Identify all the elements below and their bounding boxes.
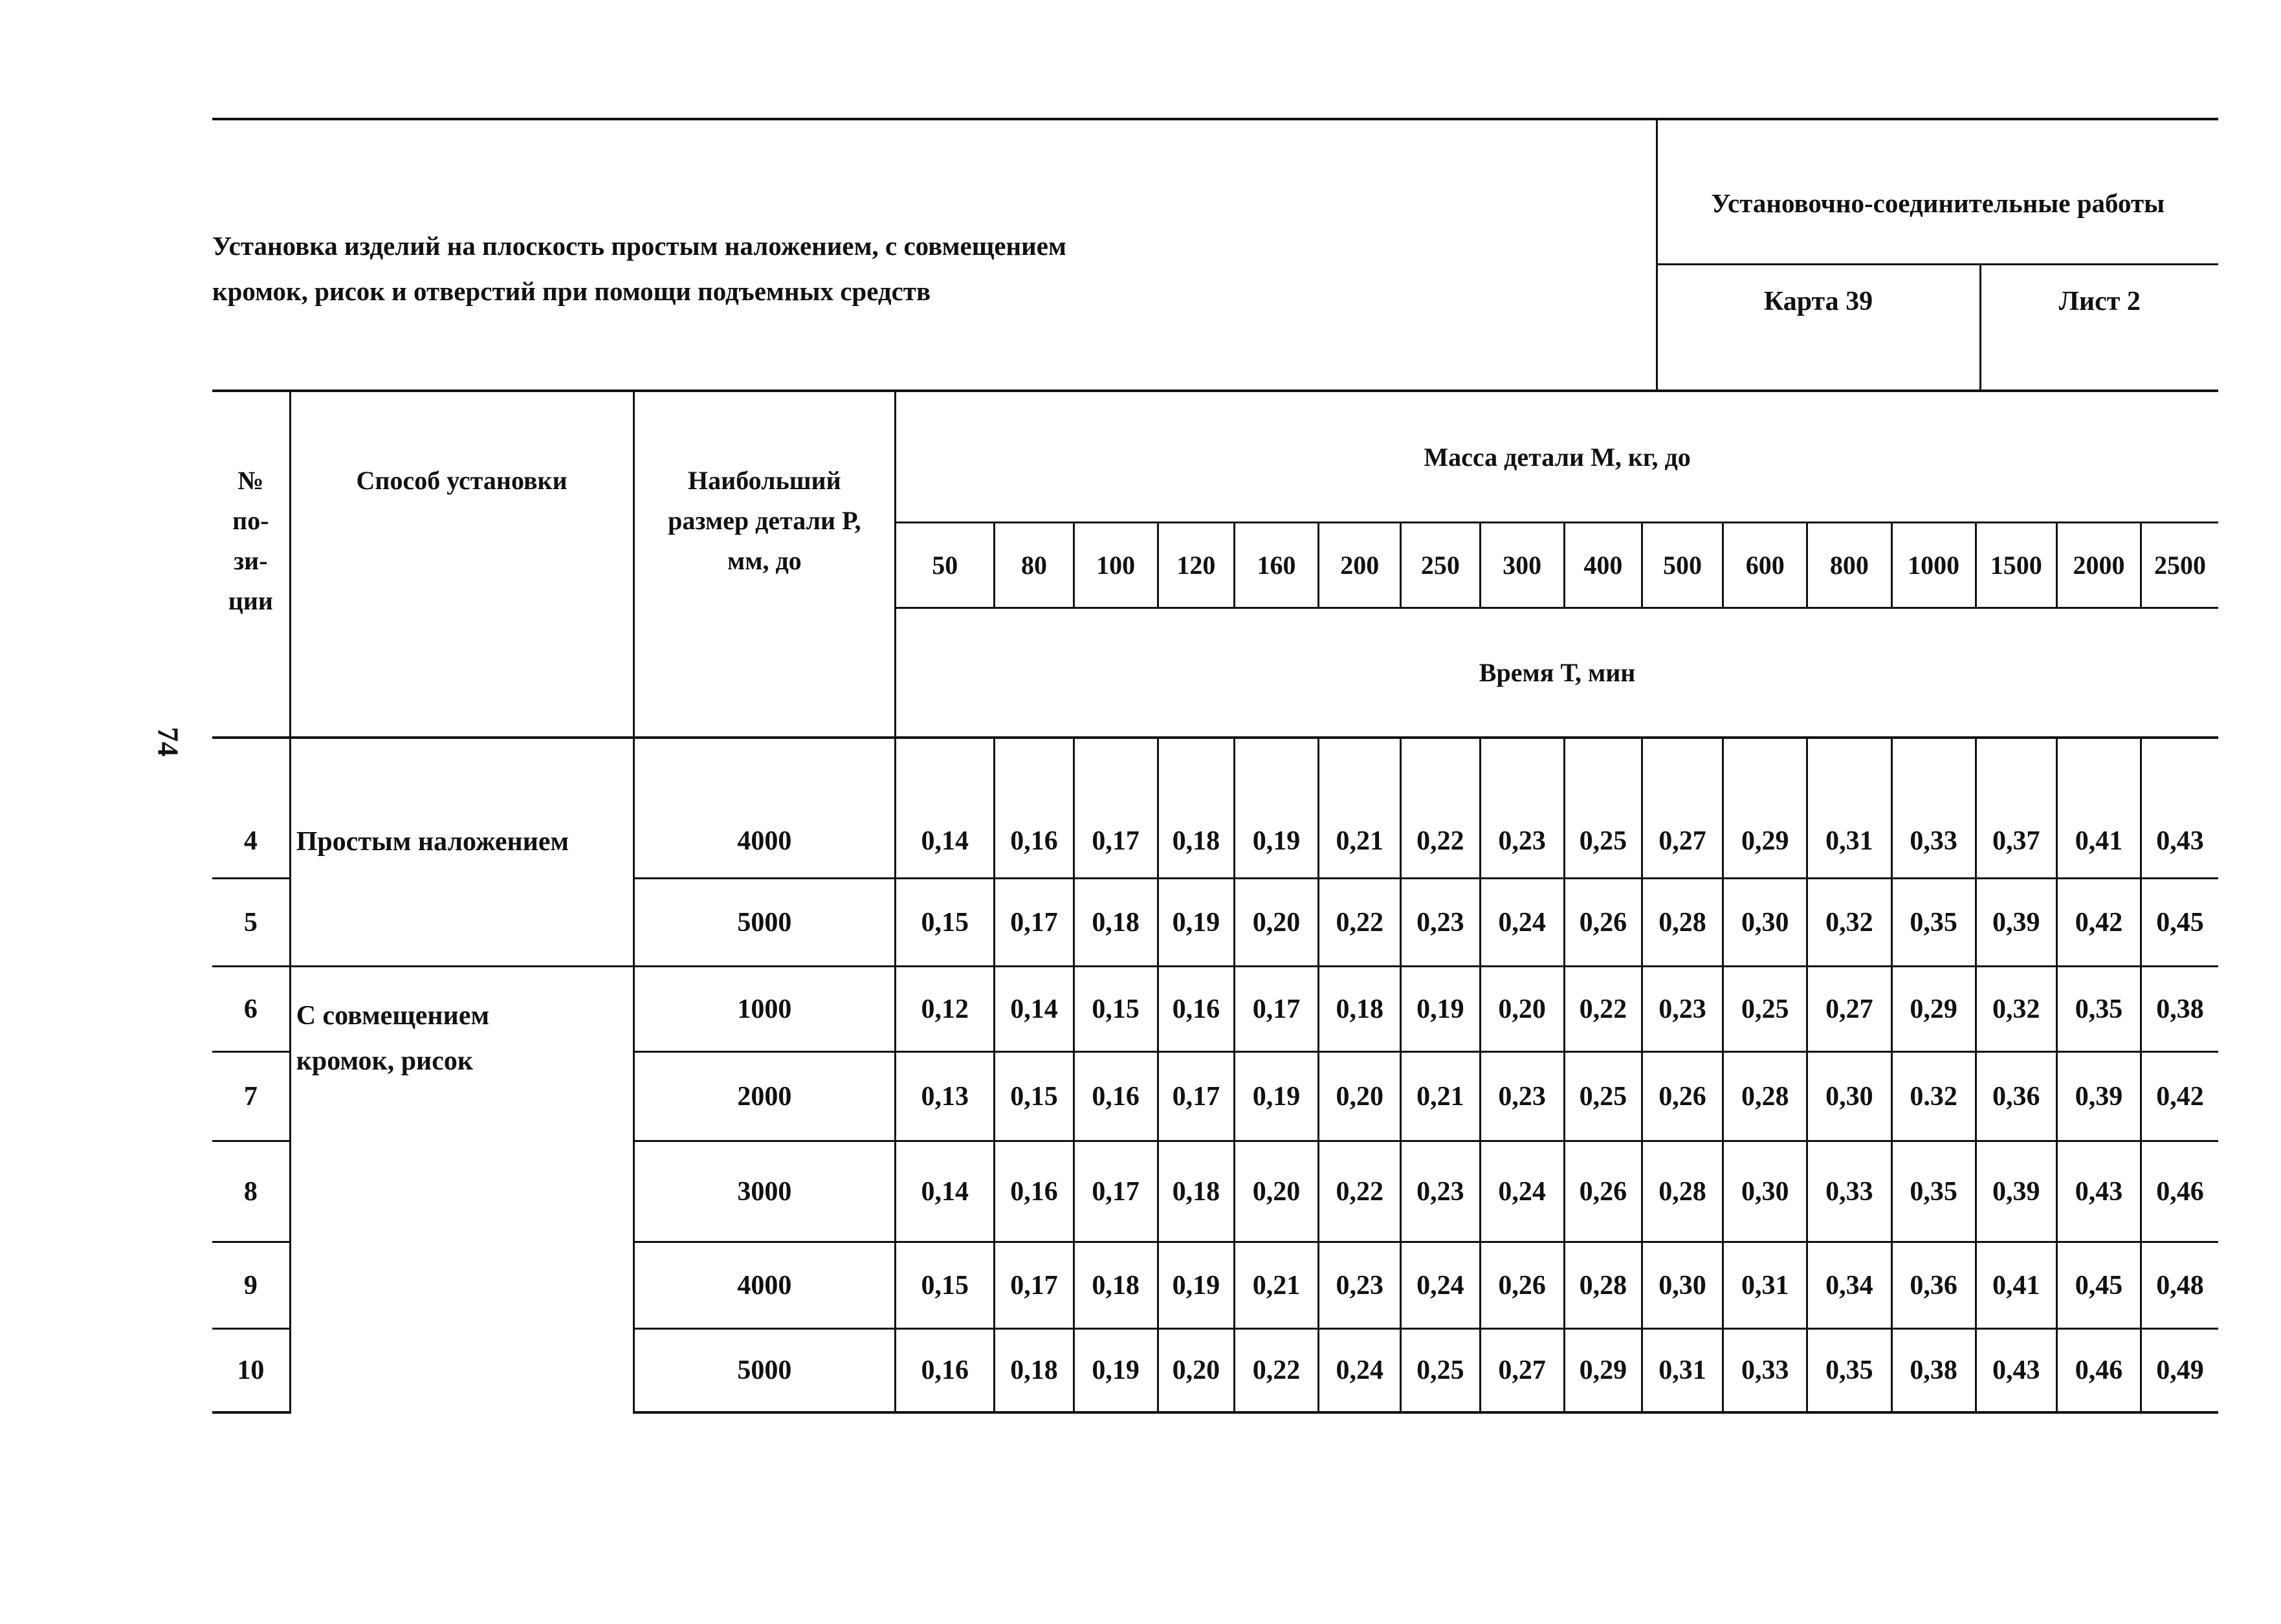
mass-value: 400 (1564, 523, 1642, 608)
time-value: 0,39 (1976, 1141, 2056, 1242)
mass-value: 1000 (1891, 523, 1976, 608)
header-num-line: по- (232, 506, 269, 535)
time-value: 0,19 (1234, 738, 1318, 879)
max-size: 5000 (634, 1329, 896, 1412)
time-value: 0,18 (1158, 738, 1234, 879)
header-num-line: зи- (234, 546, 268, 575)
time-value: 0,33 (1807, 1141, 1891, 1242)
time-value: 0,30 (1723, 879, 1807, 967)
mass-value: 160 (1234, 523, 1318, 608)
header-num-line: ции (228, 586, 273, 615)
time-value: 0,19 (1074, 1329, 1158, 1412)
time-value: 0,35 (2056, 967, 2141, 1052)
time-value: 0,16 (995, 1141, 1074, 1242)
title-line-1: Установка изделий на плоскость простым наложением, с совмещением (212, 231, 1066, 261)
title-line-2: кромок, рисок и отверстий при помощи подъемных средств (212, 276, 931, 306)
mass-value: 120 (1158, 523, 1234, 608)
time-value: 0,35 (1807, 1329, 1891, 1412)
position-number: 6 (212, 967, 290, 1052)
header-size-line: Наибольший (688, 466, 841, 495)
time-value: 0,24 (1480, 1141, 1564, 1242)
time-value: 0,25 (1401, 1329, 1480, 1412)
time-value: 0,20 (1234, 1141, 1318, 1242)
header-block (212, 118, 2218, 390)
time-value: 0,25 (1564, 738, 1642, 879)
time-value: 0,35 (1891, 1141, 1976, 1242)
header-size-line: мм, до (727, 546, 802, 575)
time-value: 0,13 (896, 1052, 995, 1141)
mass-value: 300 (1480, 523, 1564, 608)
time-value: 0,43 (2056, 1141, 2141, 1242)
time-value: 0,16 (1074, 1052, 1158, 1141)
time-value: 0,19 (1158, 1242, 1234, 1329)
time-value: 0,21 (1319, 738, 1401, 879)
max-size: 5000 (634, 879, 896, 967)
time-value: 0,15 (896, 879, 995, 967)
time-value: 0,18 (1074, 879, 1158, 967)
time-value: 0,32 (1807, 879, 1891, 967)
time-value: 0,19 (1234, 1052, 1318, 1141)
time-value: 0,36 (1891, 1242, 1976, 1329)
time-value: 0,23 (1642, 967, 1723, 1052)
method-simple-overlay: Простым наложением (290, 738, 634, 967)
time-value: 0,29 (1723, 738, 1807, 879)
time-value: 0,18 (1158, 1141, 1234, 1242)
time-value: 0,42 (2141, 1052, 2218, 1141)
position-number: 10 (212, 1329, 290, 1412)
time-value: 0,26 (1564, 879, 1642, 967)
time-value: 0,18 (1319, 967, 1401, 1052)
max-size: 2000 (634, 1052, 896, 1141)
position-number: 8 (212, 1141, 290, 1242)
position-number: 5 (212, 879, 290, 967)
time-value: 0,15 (896, 1242, 995, 1329)
time-value: 0,18 (1074, 1242, 1158, 1329)
mass-value: 600 (1723, 523, 1807, 608)
time-value: 0,19 (1401, 967, 1480, 1052)
time-value: 0,45 (2141, 879, 2218, 967)
time-value: 0,32 (1976, 967, 2056, 1052)
time-value: 0,30 (1642, 1242, 1723, 1329)
time-value: 0,17 (1074, 1141, 1158, 1242)
time-value: 0,18 (995, 1329, 1074, 1412)
time-value: 0,20 (1480, 967, 1564, 1052)
time-value: 0,25 (1564, 1052, 1642, 1141)
position-number: 9 (212, 1242, 290, 1329)
time-value: 0,33 (1891, 738, 1976, 879)
time-value: 0,14 (995, 967, 1074, 1052)
time-value: 0,17 (1158, 1052, 1234, 1141)
time-value: 0,17 (995, 1242, 1074, 1329)
time-value: 0,21 (1234, 1242, 1318, 1329)
time-value: 0,16 (995, 738, 1074, 879)
time-value: 0,16 (1158, 967, 1234, 1052)
time-value: 0,46 (2141, 1141, 2218, 1242)
time-value: 0,20 (1158, 1329, 1234, 1412)
time-value: 0,42 (2056, 879, 2141, 967)
time-value: 0,33 (1723, 1329, 1807, 1412)
document-title (212, 118, 1657, 390)
header-position-number (212, 391, 290, 738)
time-value: 0,27 (1642, 738, 1723, 879)
header-size-line: размер детали Р, (668, 506, 861, 535)
time-value: 0,22 (1564, 967, 1642, 1052)
time-value: 0,48 (2141, 1242, 2218, 1329)
max-size: 4000 (634, 738, 896, 879)
time-value: 0,12 (896, 967, 995, 1052)
time-value: 0,26 (1564, 1141, 1642, 1242)
mass-value: 500 (1642, 523, 1723, 608)
time-value: 0,38 (2141, 967, 2218, 1052)
time-value: 0,14 (896, 1141, 995, 1242)
mass-value: 50 (896, 523, 995, 608)
mass-value: 2500 (2141, 523, 2218, 608)
time-value: 0,37 (1976, 738, 2056, 879)
time-value: 0,41 (2056, 738, 2141, 879)
sheet-number: Лист 2 (1980, 264, 2218, 390)
header-max-size (634, 391, 896, 738)
time-value: 0,30 (1807, 1052, 1891, 1141)
page-number: 74 (151, 727, 185, 757)
header-num-line: № (237, 466, 264, 495)
time-value: 0,24 (1401, 1242, 1480, 1329)
time-value: 0,22 (1401, 738, 1480, 879)
time-value: 0,24 (1480, 879, 1564, 967)
time-value: 0,39 (2056, 1052, 2141, 1141)
time-value: 0,20 (1234, 879, 1318, 967)
time-value: 0,25 (1723, 967, 1807, 1052)
time-value: 0,31 (1723, 1242, 1807, 1329)
time-value: 0,23 (1401, 1141, 1480, 1242)
time-value: 0,49 (2141, 1329, 2218, 1412)
time-value: 0,22 (1234, 1329, 1318, 1412)
method-edge-alignment (290, 967, 634, 1412)
mass-value: 2000 (2056, 523, 2141, 608)
time-value: 0,30 (1723, 1141, 1807, 1242)
time-value: 0,28 (1642, 879, 1723, 967)
mass-value: 80 (995, 523, 1074, 608)
time-value: 0,16 (896, 1329, 995, 1412)
mass-value: 800 (1807, 523, 1891, 608)
time-value: 0,22 (1319, 879, 1401, 967)
mass-value: 200 (1319, 523, 1401, 608)
time-value: 0,14 (896, 738, 995, 879)
time-value: 0,24 (1319, 1329, 1401, 1412)
time-value: 0,45 (2056, 1242, 2141, 1329)
max-size: 3000 (634, 1141, 896, 1242)
card-number: Карта 39 (1657, 264, 1980, 390)
time-value: 0,20 (1319, 1052, 1401, 1141)
time-value: 0,36 (1976, 1052, 2056, 1141)
time-value: 0,19 (1158, 879, 1234, 967)
time-value: 0,26 (1480, 1242, 1564, 1329)
time-value: 0,29 (1564, 1329, 1642, 1412)
time-value: 0.32 (1891, 1052, 1976, 1141)
position-number: 7 (212, 1052, 290, 1141)
mass-value: 100 (1074, 523, 1158, 608)
time-value: 0,41 (1976, 1242, 2056, 1329)
time-value: 0,15 (995, 1052, 1074, 1141)
header-time: Время Т, мин (896, 608, 2218, 738)
time-value: 0,43 (1976, 1329, 2056, 1412)
header-method: Способ установки (290, 391, 634, 738)
time-value: 0,28 (1723, 1052, 1807, 1141)
time-value: 0,28 (1642, 1141, 1723, 1242)
time-value: 0,23 (1401, 879, 1480, 967)
time-value: 0,17 (1234, 967, 1318, 1052)
time-value: 0,29 (1891, 967, 1976, 1052)
header-mass: Масса детали М, кг, до (896, 391, 2218, 523)
time-value: 0,46 (2056, 1329, 2141, 1412)
time-value: 0,23 (1480, 738, 1564, 879)
time-value: 0,23 (1319, 1242, 1401, 1329)
time-value: 0,22 (1319, 1141, 1401, 1242)
time-value: 0,23 (1480, 1052, 1564, 1141)
mass-value: 1500 (1976, 523, 2056, 608)
mass-value: 250 (1401, 523, 1480, 608)
time-value: 0,17 (995, 879, 1074, 967)
time-value: 0,26 (1642, 1052, 1723, 1141)
time-value: 0,31 (1642, 1329, 1723, 1412)
section-name: Установочно-соединительные работы (1657, 118, 2218, 264)
time-value: 0,43 (2141, 738, 2218, 879)
time-value: 0,27 (1480, 1329, 1564, 1412)
time-value: 0,34 (1807, 1242, 1891, 1329)
max-size: 1000 (634, 967, 896, 1052)
time-value: 0,15 (1074, 967, 1158, 1052)
time-value: 0,27 (1807, 967, 1891, 1052)
norms-table (212, 390, 2218, 1414)
time-value: 0,28 (1564, 1242, 1642, 1329)
time-value: 0,38 (1891, 1329, 1976, 1412)
method-line: кромок, рисок (296, 1046, 474, 1076)
time-value: 0,17 (1074, 738, 1158, 879)
max-size: 4000 (634, 1242, 896, 1329)
method-line: С совмещением (296, 1001, 490, 1031)
time-value: 0,39 (1976, 879, 2056, 967)
time-value: 0,35 (1891, 879, 1976, 967)
time-value: 0,21 (1401, 1052, 1480, 1141)
position-number: 4 (212, 738, 290, 879)
time-value: 0,31 (1807, 738, 1891, 879)
